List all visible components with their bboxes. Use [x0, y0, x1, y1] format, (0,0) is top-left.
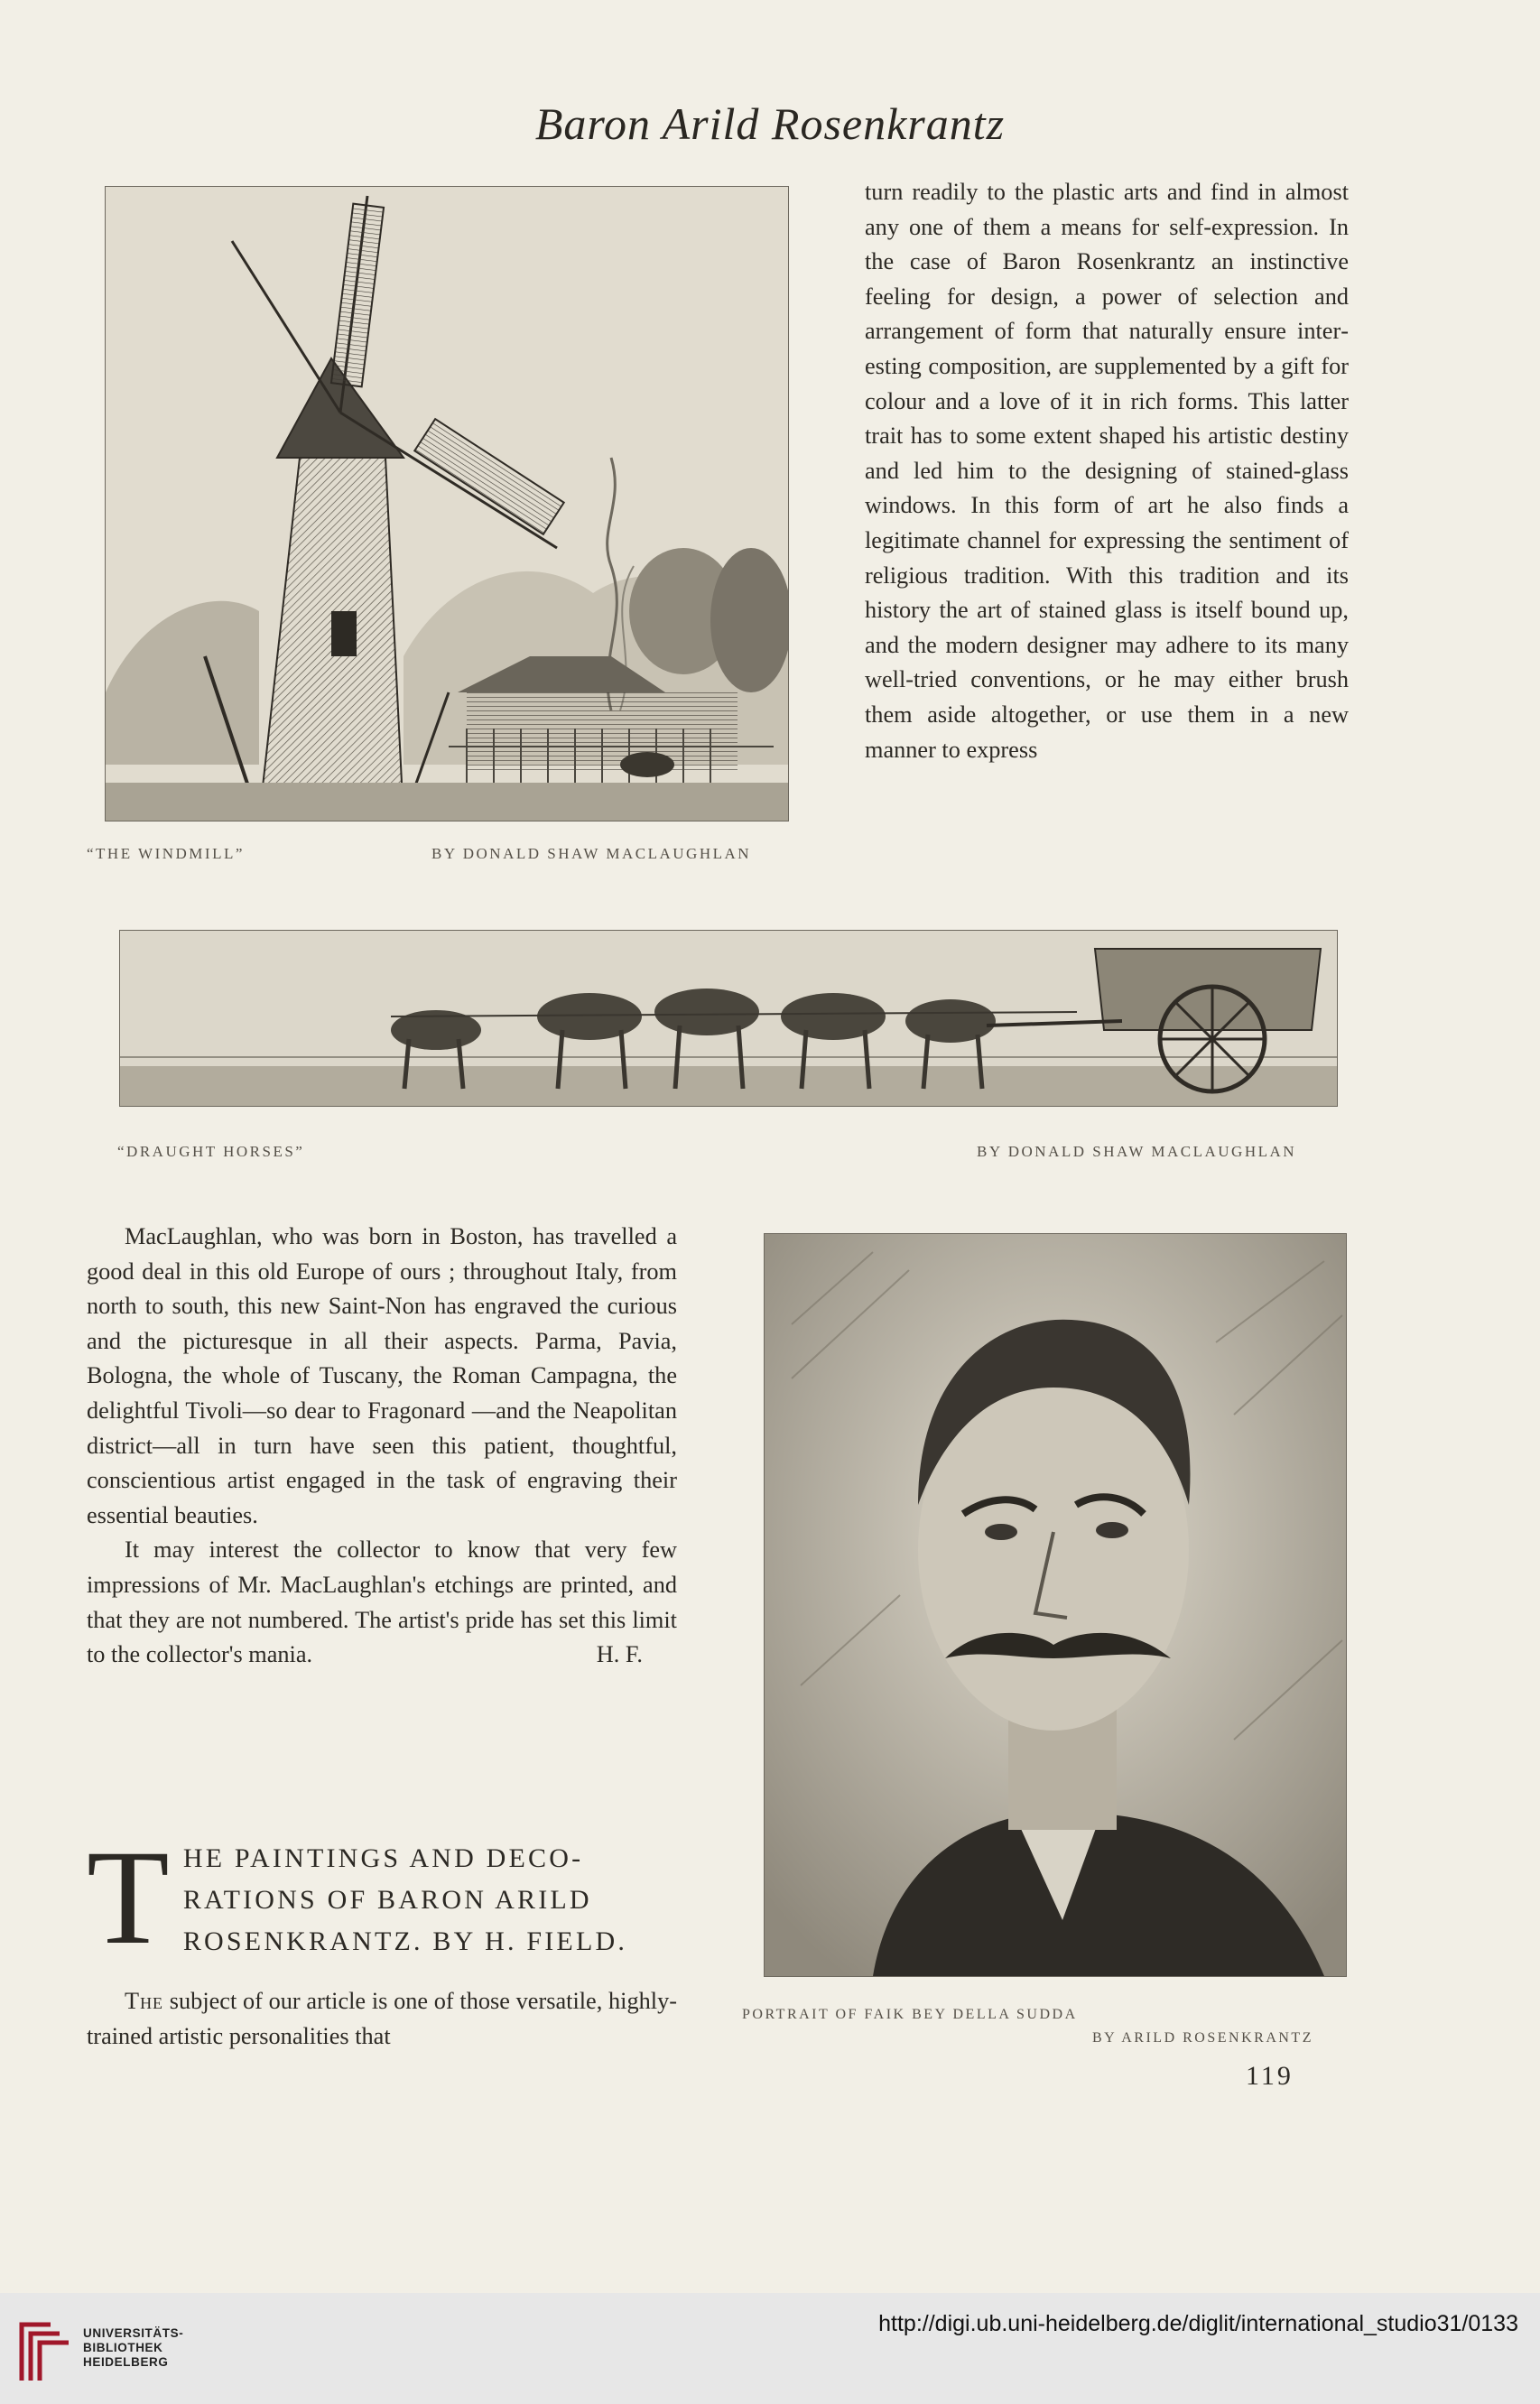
footer-bar — [0, 2293, 1540, 2404]
draught-horses-illustration — [120, 931, 1337, 1106]
portrait-illustration — [765, 1234, 1346, 1976]
windmill-etching — [105, 186, 789, 821]
library-logo-icon — [14, 2317, 74, 2382]
windmill-illustration — [106, 187, 788, 821]
drop-cap: T — [87, 1823, 172, 1972]
article-opening-text — [87, 1984, 677, 2054]
paragraph-maclaughlan-travels: MacLaughlan, who was born in Boston, has travelled a good deal in this old Europe of ours ; throughout Italy, from north to south, this new Saint-Non has engraved the curious and the picturesque in all their aspects. Parma, Pavia, Bologna, the whole of Tuscany, the Roman Campagna, the delightful Tivoli—so dear to Fragonard —and the Neapolitan district—all in turn have seen this patient, thoughtful, conscientious artist engaged in the task of engraving their essential beauties. — [87, 1223, 677, 1528]
windmill-caption-title: “THE WINDMILL” — [87, 845, 245, 862]
portrait-caption-title: PORTRAIT OF FAIK BEY DELLA SUDDA — [742, 2007, 1078, 2022]
article-lead-word: The — [125, 1988, 164, 2014]
left-column-text — [87, 1220, 677, 1673]
article-continuation-text: turn readily to the plastic arts and find in almost any one of them a means for self-expression. In the case of Baron Rosenkrantz an instinctive feeling for design, a power of selection and arrangement of form that naturally ensure interesting composition, are supplemented by a gift for colour and a love of it in rich forms. This latter trait has to some extent shaped his artistic destiny and led him to the designing of stained-glass windows. In this form of art he also finds a legitimate channel for expressing the sentiment of religious tradition. With this tradition and its history the art of stained glass is itself bound up, and the modern designer may adhere to its many well-tried conventions, or he may either brush them aside altogether, or use them in a new manner to express — [865, 179, 1349, 763]
windmill-caption-credit: BY DONALD SHAW MACLAUGHLAN — [431, 845, 752, 862]
article-heading — [87, 1823, 677, 1972]
article-body: subject of our article is one of those versatile, highly-trained artistic personalities that — [87, 1988, 677, 2049]
paragraph-collector-note: It may interest the collector to know that very few impressions of Mr. MacLaughlan's etchings are printed, and that they are not numbered. The artist's pride has set this limit to the collector's mania. — [87, 1536, 677, 1668]
draught-horses-caption-title: “DRAUGHT HORSES” — [117, 1143, 305, 1160]
article-title: HE PAINTINGS AND DECO-RATIONS OF BARON ARILD ROSENKRANTZ. BY H. FIELD. — [182, 1843, 628, 1956]
running-head: Baron Arild Rosenkrantz — [534, 98, 1006, 149]
draught-horses-caption-credit: BY DONALD SHAW MACLAUGHLAN — [977, 1143, 1297, 1160]
article-first-paragraph — [87, 1984, 677, 2054]
page-number: 119 — [1246, 2061, 1294, 2091]
source-url-link[interactable]: http://digi.ub.uni-heidelberg.de/diglit/international_studio31/0133 — [878, 2311, 1518, 2336]
library-name: UNIVERSITÄTS- BIBLIOTHEK HEIDELBERG — [83, 2326, 184, 2369]
author-initials: H. F. — [596, 1641, 643, 1668]
portrait-caption-credit: BY ARILD ROSENKRANTZ — [1092, 2030, 1313, 2046]
portrait-drawing — [764, 1233, 1347, 1977]
draught-horses-etching — [119, 930, 1338, 1107]
